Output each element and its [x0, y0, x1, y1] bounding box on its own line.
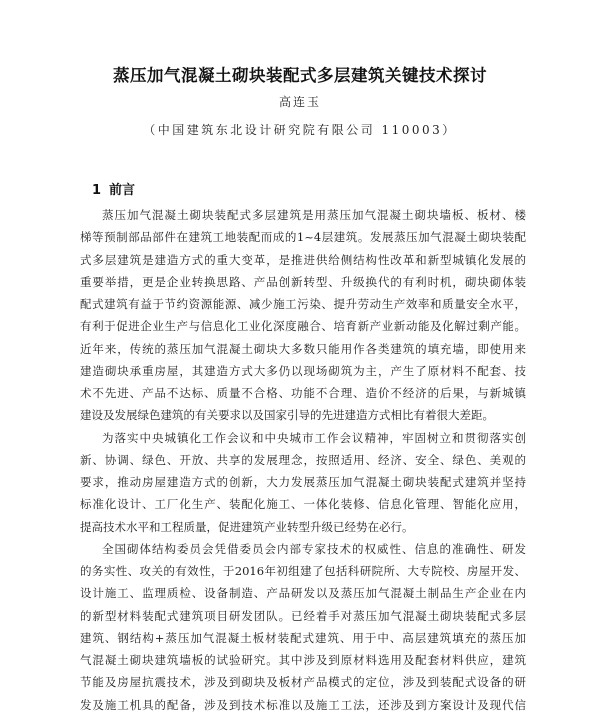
text-line: 全国砌体结构委员会凭借委员会内部专家技术的权威性、信息的准确性、研发 — [102, 541, 526, 556]
section-number: 1 — [92, 183, 102, 198]
section-heading — [92, 179, 143, 198]
text-line: 术不先进、产品不达标、质量不合格、功能不合理、造价不经济的后果，与新城镇 — [80, 386, 526, 400]
text-line: 的务实性、攻关的有效性，于2016年初组建了包括科研院所、大专院校、房屋开发、 — [80, 564, 526, 578]
section-title: 前言 — [109, 183, 136, 198]
text-line: 设计施工、监理质检、设备制造、产品研发以及蒸压加气混凝土制品生产企业在内 — [80, 586, 526, 601]
text-line: 提高技术水平和工程质量，促进建筑产业转型升级已经势在必行。 — [80, 519, 414, 534]
text-line: 配式建筑有益于节约资源能源、减少施工污染、提升劳动生产效率和质量安全水平， — [80, 297, 526, 311]
text-line: 近年来，传统的蒸压加气混凝土砌块大多数只能用作各类建筑的填充墙，即使用来 — [80, 341, 526, 356]
paper-title: 蒸压加气混凝土砌块装配式多层建筑关键技术探讨 — [113, 66, 487, 85]
body-text — [80, 204, 526, 716]
paragraph — [80, 427, 526, 538]
text-line: 为落实中央城镇化工作会议和中央城市工作会议精神，牢固树立和贯彻落实创 — [102, 430, 526, 445]
author-affiliation: （中国建筑东北设计研究院有限公司 110003） — [143, 123, 457, 137]
paragraph — [80, 538, 526, 716]
text-line: 建造砌块承重房屋，其建造方式大多仍以现场砌筑为主，产生了原材料不配套、技 — [80, 363, 526, 378]
author-name: 高连玉 — [278, 95, 321, 109]
text-line: 建设及发展绿色建筑的有关要求以及国家引导的先进建造方式相比有着很大差距。 — [80, 408, 494, 423]
text-line: 建筑、钢结构+蒸压加气混凝土板材装配式建筑、用于中、高层建筑填充的蒸压加 — [80, 630, 526, 645]
text-line: 发及施工机具的配备，涉及到技术标准以及施工工法，还涉及到方案设计及现代信 — [80, 697, 526, 712]
text-line: 标准化设计、工厂化生产、装配化施工、一体化装修、信息化管理、智能化应用， — [80, 497, 526, 512]
text-line: 的新型材料装配式建筑项目研发团队。已经着手对蒸压加气混凝土砌块装配式多层 — [80, 608, 526, 623]
text-line: 节能及房屋抗震技术，涉及到砌块及板材产品模式的定位，涉及到装配式设备的研 — [80, 675, 526, 690]
text-line: 蒸压加气混凝土砌块装配式多层建筑是用蒸压加气混凝土砌块墙板、板材、楼 — [102, 208, 526, 222]
text-line: 要求，推动房屋建造方式的创新，大力发展蒸压加气混凝土砌块装配式建筑并坚持 — [80, 475, 526, 489]
text-line: 式多层建筑是建造方式的重大变革，是推进供给侧结构性改革和新型城镇化发展的 — [80, 252, 526, 267]
paragraph — [80, 204, 526, 427]
text-line: 梯等预制部品部件在建筑工地装配而成的1~4层建筑。发展蒸压加气混凝土砌块装配 — [80, 230, 526, 245]
text-line: 气混凝土砌块建筑墙板的试验研究。其中涉及到原材料选用及配套材料供应，建筑 — [80, 653, 526, 667]
text-line: 新、协调、绿色、开放、共享的发展理念，按照适用、经济、安全、绿色、美观的 — [80, 452, 526, 467]
text-line: 有利于促进企业生产与信息化工业化深度融合、培育新产业新动能及化解过剩产能。 — [80, 319, 526, 334]
text-line: 重要举措，更是企业转换思路、产品创新转型、升级换代的有利时机，砌块砌体装 — [80, 274, 526, 289]
